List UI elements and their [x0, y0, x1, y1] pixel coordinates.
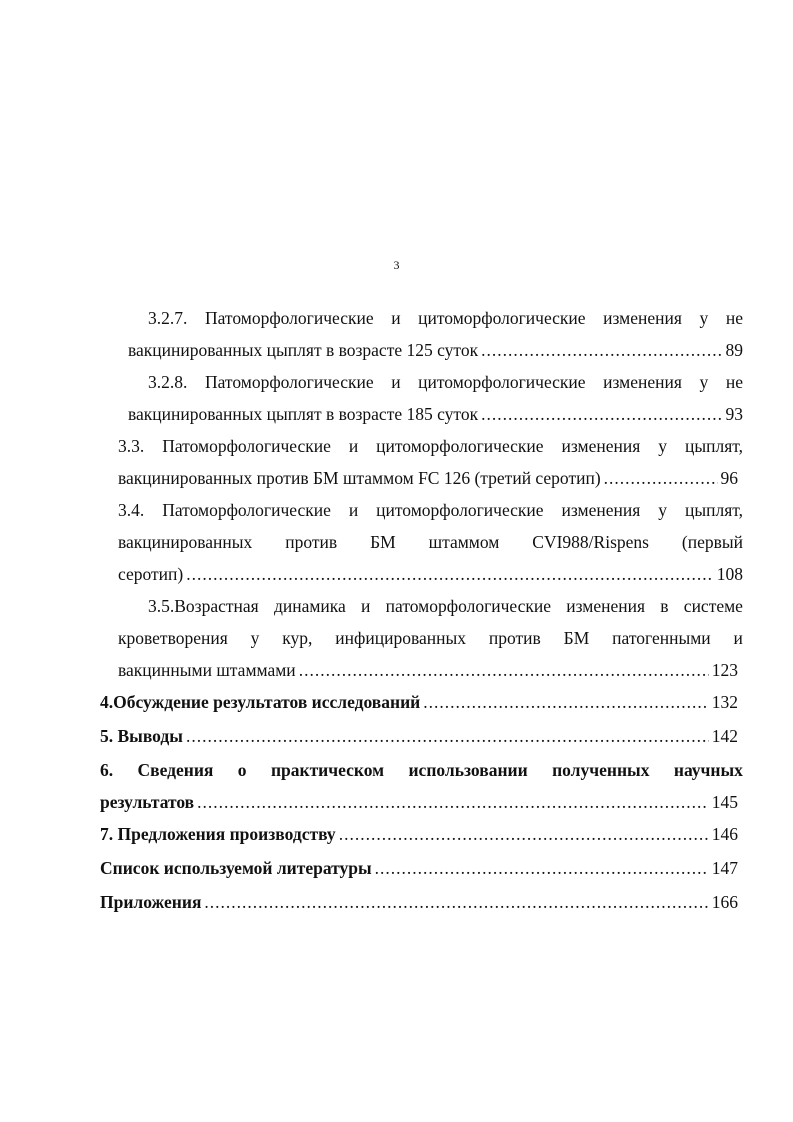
toc-word: научных	[673, 760, 743, 780]
toc-word: 3.2.7.	[148, 308, 188, 328]
toc-word: не	[725, 308, 743, 328]
toc-title: 5. Выводы	[100, 726, 183, 746]
toc-page-number: 96	[720, 468, 738, 488]
toc-word: у	[250, 628, 260, 648]
toc-page-number: 147	[711, 858, 738, 878]
toc-word: против	[285, 532, 338, 552]
toc-word: и	[391, 308, 401, 328]
toc-page-number: 166	[711, 892, 738, 912]
toc-word: Патоморфологические	[162, 500, 331, 520]
toc-line	[148, 366, 743, 398]
toc-title: результатов	[100, 792, 195, 812]
toc-title: 7. Предложения производству	[100, 824, 336, 844]
dot-leader	[186, 720, 709, 752]
toc-line	[148, 302, 743, 334]
toc-word: у	[699, 372, 709, 392]
toc-word: изменения	[603, 308, 682, 328]
toc-title: Список используемой литературы	[100, 858, 372, 878]
toc-word: кроветворения	[118, 628, 228, 648]
toc-word: практическом	[270, 760, 385, 780]
toc-word: инфицированных	[335, 628, 466, 648]
toc-last-line	[100, 720, 738, 752]
toc-word: о	[237, 760, 247, 780]
toc-page-number: 108	[716, 564, 743, 584]
toc-page-number: 93	[725, 404, 743, 424]
dot-leader	[481, 334, 722, 366]
toc-word: полученных	[552, 760, 650, 780]
toc-word: патогенными	[612, 628, 711, 648]
toc-word: системе	[683, 596, 743, 616]
toc-word: использовании	[408, 760, 528, 780]
toc-word: 3.2.8.	[148, 372, 188, 392]
toc-word: 3.4.	[118, 500, 145, 520]
toc-page-number: 145	[711, 792, 738, 812]
toc-word: цитоморфологические	[418, 372, 586, 392]
toc-line	[148, 590, 743, 622]
toc-last-line	[100, 786, 738, 818]
toc-last-line	[118, 558, 743, 590]
toc-last-line	[118, 654, 738, 686]
toc-word: и	[348, 436, 359, 456]
toc-word: Сведения	[137, 760, 214, 780]
toc-word: и	[733, 628, 743, 648]
dot-leader	[186, 558, 714, 590]
toc-line	[118, 622, 743, 654]
toc-word: 3.5.Возрастная	[148, 596, 259, 616]
dot-leader	[423, 686, 709, 718]
toc-word: и	[348, 500, 359, 520]
dot-leader	[604, 462, 718, 494]
dot-leader	[481, 398, 722, 430]
toc-last-line	[128, 398, 743, 430]
toc-line	[118, 526, 743, 558]
toc-page-number: 89	[725, 340, 743, 360]
toc-title: серотип)	[118, 564, 184, 584]
toc-word: вакцинированных	[118, 532, 253, 552]
toc-word: Патоморфологические	[204, 308, 374, 328]
dot-leader	[299, 654, 709, 686]
toc-word: 3.3.	[118, 436, 145, 456]
toc-last-line	[100, 818, 738, 850]
toc-word: БМ	[563, 628, 590, 648]
toc-last-line	[118, 462, 738, 494]
toc-last-line	[100, 852, 738, 884]
toc-word: в	[660, 596, 669, 616]
toc-word: у	[699, 308, 709, 328]
toc-last-line	[100, 686, 738, 718]
toc-word: не	[725, 372, 743, 392]
toc-word: динамика	[273, 596, 346, 616]
toc-line	[118, 430, 743, 462]
toc-page-number: 132	[711, 692, 738, 712]
toc-word: изменения	[566, 596, 646, 616]
toc-word: изменения	[561, 500, 641, 520]
toc-word: CVI988/Rispens	[532, 532, 649, 552]
toc-last-line	[100, 886, 738, 918]
toc-word: кур,	[282, 628, 313, 648]
toc-word: штаммом	[428, 532, 500, 552]
toc-word: цыплят,	[684, 436, 743, 456]
toc-word: изменения	[561, 436, 641, 456]
toc-word: у	[658, 500, 668, 520]
toc-title: вакцинными штаммами	[118, 660, 296, 680]
toc-line	[118, 494, 743, 526]
toc-word: изменения	[603, 372, 682, 392]
toc-word: Патоморфологические	[204, 372, 374, 392]
toc-title: вакцинированных цыплят в возрасте 185 суток	[128, 404, 479, 424]
toc-word: цыплят,	[684, 500, 743, 520]
toc-word: у	[658, 436, 668, 456]
toc-title: вакцинированных цыплят в возрасте 125 суток	[128, 340, 479, 360]
toc-word: патоморфологические	[385, 596, 552, 616]
dot-leader	[339, 818, 709, 850]
toc-word: против	[488, 628, 541, 648]
toc-word: цитоморфологические	[376, 436, 544, 456]
toc-word: (первый	[681, 532, 743, 552]
toc-word: БМ	[370, 532, 396, 552]
toc-word: и	[391, 372, 401, 392]
dot-leader	[375, 852, 709, 884]
toc-word: Патоморфологические	[162, 436, 331, 456]
dot-leader	[197, 786, 709, 818]
toc-title: вакцинированных против БМ штаммом FC 126 (третий серотип)	[118, 468, 601, 488]
toc-title: 4.Обсуждение результатов исследований	[100, 692, 421, 712]
toc-word: 6.	[100, 760, 114, 780]
toc-page-number: 146	[711, 824, 738, 844]
toc-line	[100, 754, 743, 786]
dot-leader	[204, 886, 708, 918]
page-number: 3	[393, 258, 400, 272]
toc-word: цитоморфологические	[376, 500, 544, 520]
toc-word: цитоморфологические	[418, 308, 586, 328]
toc-word: и	[361, 596, 371, 616]
toc-page-number: 142	[711, 726, 738, 746]
toc-title: Приложения	[100, 892, 202, 912]
toc-last-line	[128, 334, 743, 366]
toc-page-number: 123	[711, 660, 738, 680]
